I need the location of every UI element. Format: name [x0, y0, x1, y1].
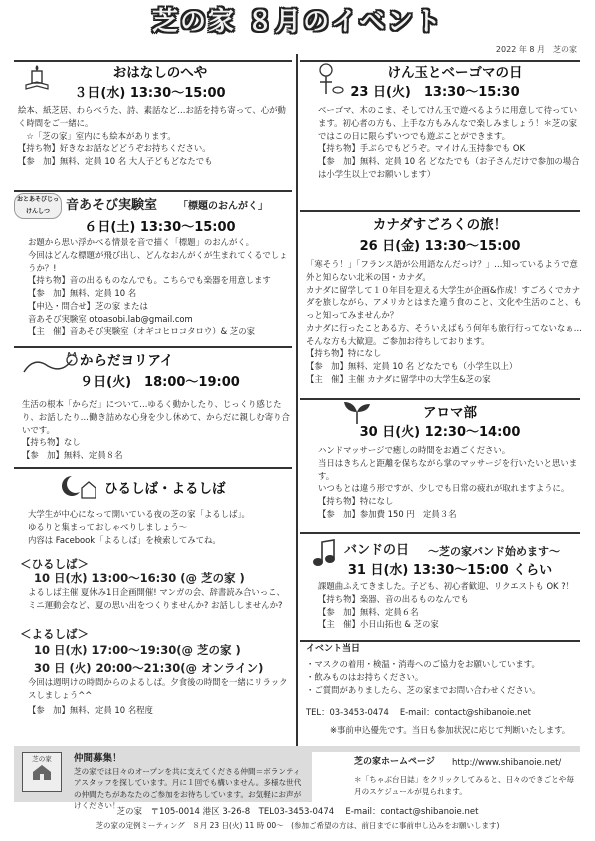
- notice-item: ・ご質問がありましたら、芝の家までお問い合わせください。: [306, 684, 541, 695]
- hirushiba-text: 大学生が中心になって開いている夜の芝の家「よるしば」。: [28, 509, 250, 519]
- yorushiba-join: 【参 加】無料、定員 10 名程度: [28, 705, 153, 715]
- kendama-title: けん玉とベーゴマの日: [387, 65, 523, 81]
- otoasobi-text: 【主 催】音あそび実験室（オギコヒロコタロウ）& 芝の家: [28, 326, 255, 337]
- karada-text: 生活の根本「からだ」について…ゆるく動かしたり、じっくり感じたり、お話したり…働き詰めな心身を少し休めて、からだに親しむ寄り合いです。: [22, 399, 290, 435]
- canada-text: カナダに留学して１０年目を迎える大学生が企画&作成！すごろくでカナダを旅しながら、アメリカとはまた違う食のこと、文化や生活のこと、もっと知ってみませんか？: [306, 284, 582, 321]
- otoasobi-text: 【参 加】無料、定員 10 名: [28, 288, 137, 299]
- canada-text: カナダに行ったことある方、そういえばもう何年も旅行行ってないなぁ…そんな方も大歓迎。ご参加お待ちしております。: [306, 322, 582, 346]
- kendama-text: 【参 加】無料、定員 10 名 どなたでも（お子さんだけで参加の場合は小学生以上でお願いします）: [318, 156, 580, 179]
- canada-text: 【参 加】無料、定員 10 名 どなたでも（小学生以上）: [306, 361, 518, 372]
- canada-text: 【持ち物】特になし: [306, 348, 382, 359]
- shibanoie-logo: [22, 752, 62, 792]
- canada-when: 26 日(金) 13:30～15:00: [359, 239, 521, 254]
- notice-title: イベント当日: [306, 644, 361, 654]
- cat-icon: [22, 352, 80, 374]
- notice-list: [306, 658, 582, 696]
- column-divider: [296, 54, 298, 749]
- otoasobi-text: 【申込・問合せ】芝の家 または: [28, 300, 148, 311]
- otoasobi-body: [28, 236, 290, 338]
- canada-text: 【主 催】主催 カナダに留学中の大学生&芝の家: [306, 373, 491, 384]
- ohanashi-text: 【参 加】無料、定員 10 名 大人子どもどなたでも: [18, 156, 213, 167]
- hirushiba-text: ゆるりと集まっておしゃべりしましょう～: [28, 521, 188, 532]
- homepage-link[interactable]: http://www.shibanoie.net/: [452, 758, 562, 768]
- karada-title: からだヨリアイ: [80, 353, 174, 369]
- divider: [300, 532, 580, 534]
- karada-text: 【持ち物】なし: [22, 437, 81, 448]
- divider: [300, 640, 580, 642]
- aroma-title: アロマ部: [423, 405, 477, 421]
- hirushiba-label: ＜ひるしば＞: [20, 557, 89, 571]
- otoasobi-text: 今回はどんな標題が飛び出し、どんなおんがくが生まれてくるでしょうか？!: [28, 249, 288, 273]
- hirushiba-intro: [28, 508, 290, 546]
- aroma-text: いつもとは違う形ですが、少しでも日常の疲れが取れますように。: [318, 483, 570, 494]
- band-title: バンドの日: [344, 543, 410, 558]
- band-text: 【参 加】無料、定員６名: [318, 606, 419, 617]
- otoasobi-logo: おとあそびじっけんしつ: [14, 193, 62, 219]
- divider: [14, 190, 292, 192]
- divider: [14, 346, 292, 348]
- notice-note: ※事前申込優先です。当日も参加状況に応じて判断いたします。: [330, 725, 571, 735]
- hirushiba-body: よるしば主催 夏休み1日企画開催! マンガの会、辞書読み合いっこ、ミニ運動会など、夏の思い出をつくりませんか? お話ししませんか?: [28, 587, 285, 610]
- homepage-title: 芝の家ホームページ: [354, 757, 435, 767]
- page-title: 芝の家 ８月のイベント: [151, 7, 444, 37]
- hirushiba-when: 10 日(水) 13:00～16:30 (@ 芝の家 ): [34, 571, 245, 585]
- ohanashi-text: 【持ち物】好きなお話などどうぞお持ちください。: [18, 143, 211, 154]
- yorushiba-label: ＜よるしば＞: [20, 627, 89, 641]
- hirushiba-title: ひるしば・よるしば: [104, 481, 226, 497]
- hirushiba-text: 内容は Facebook「よるしば」を検索してみてね。: [28, 534, 221, 545]
- yorushiba-when-2: 30 日 (火) 20:00～21:30(@ オンライン): [34, 661, 264, 675]
- yorushiba-when-1: 10 日(水) 17:00～19:30(@ 芝の家 ): [34, 643, 241, 657]
- aroma-text: 【参 加】参加費 150 円 定員３名: [318, 508, 457, 519]
- volunteer-body: 芝の家では日々のオープンを共に支えてくださる仲間＝ボランティアスタッフを探しています。月に１回でも構いません。多様な世代の仲間たちがあなたのご参加をお待ちしています。お気軽にお声がけください！: [74, 767, 302, 811]
- ohanashi-when: ３日(水) 13:30～15:00: [74, 86, 226, 101]
- canada-text: 「寒そう！」「フランス語が公用語なんだっけ？」…知っているようで意外と知らない北米の国・カナダ。: [306, 259, 578, 282]
- aroma-text: 【持ち物】特になし: [318, 496, 394, 507]
- otoasobi-tag: 「標題のおんがく」: [178, 201, 268, 212]
- ohanashi-title: おはなしのへや: [112, 65, 208, 81]
- notice-item: ・飲みものはお持ちください。: [306, 671, 424, 682]
- moon-house-icon: [60, 474, 96, 500]
- sprout-icon: [342, 400, 372, 424]
- yorushiba-body: 今回は週明けの時間からのよるしば。夕食後の時間を一緒にリラックスしましょう^^: [28, 677, 288, 700]
- otoasobi-text: 【持ち物】音の出るものなんでも。こちらでも楽器を用意します: [28, 275, 271, 286]
- notice-item: ・マスクの着用・検温・消毒へのご協力をお願いしています。: [306, 659, 540, 669]
- aroma-body: [318, 444, 580, 521]
- homepage-note: ＊「ちゃぶ台日誌」をクリックしてみると、日々のできごとや毎月のスケジュールが見られます。: [354, 775, 574, 796]
- notice-contact: TEL：03-3453-0474 E-mail：contact@shibanoie.net: [306, 707, 531, 717]
- band-text: 課題曲ふえてきました。子ども、初心者歓迎、リクエストも OK ?！: [318, 581, 575, 591]
- ohanashi-body: [18, 104, 290, 168]
- ohanashi-text: ☆「芝の家」室内にも絵本があります。: [18, 130, 176, 141]
- canada-body: [306, 258, 582, 386]
- divider: [14, 60, 292, 62]
- shibanoie-logo-text: 芝の家: [32, 755, 52, 763]
- canada-title: カナダすごろくの旅！: [372, 217, 508, 233]
- band-title-sub: ～芝の家バンド始めます～: [428, 545, 560, 558]
- kendama-text: 【持ち物】手ぶらでもどうぞ。マイけん玉持参でも OK: [318, 143, 525, 154]
- divider: [300, 210, 580, 212]
- band-when: 31 日(水) 13:30～15:00 くらい: [347, 563, 553, 578]
- kendama-body: [318, 104, 580, 181]
- otoasobi-text: お題から思い浮かべる情景を音で描く「標題」のおんがく。: [28, 237, 254, 247]
- otoasobi-when: ６日(土) 13:30～15:00: [84, 220, 236, 235]
- issue-date: 2022 年 8 月 芝の家: [495, 45, 577, 54]
- band-text: 【主 催】小日山拓也 & 芝の家: [318, 619, 439, 630]
- volunteer-title: 仲間募集！: [74, 753, 122, 764]
- ohanashi-text: 絵本、紙芝居、わらべうた、詩、素話など…お話を持ち寄って、心が動く時間をご一緒に。: [18, 105, 286, 128]
- divider: [14, 467, 292, 469]
- otoasobi-title: 音あそび実験室: [66, 198, 158, 213]
- house-icon: [31, 763, 53, 781]
- aroma-when: 30 日(火) 12:30～14:00: [359, 425, 521, 440]
- karada-when: ９日(火) 18:00～19:00: [80, 375, 240, 390]
- band-body: [318, 580, 580, 631]
- kendama-when: 23 日(火) 13:30～15:30: [350, 85, 520, 100]
- karada-body: [22, 398, 290, 462]
- band-text: 【持ち物】楽器、音の出るものなんでも: [318, 593, 469, 604]
- footer-address: 芝の家 〒105-0014 港区 3-26-8 TEL03-3453-0474 E-mail：contact@shibanoie.net: [116, 807, 479, 817]
- footer-meeting: 芝の家の定例ミーティング ８月 23 日(火) 11 時 00～ (参加ご希望の方は、前日までに事前申し込みをお願いします): [95, 821, 500, 830]
- otoasobi-text: 音あそび実験室 otoasobi.lab@gmail.com: [28, 313, 193, 324]
- aroma-text: 当日はきちんと距離を保ちながら掌のマッサージを行いたいと思います。: [318, 457, 578, 481]
- kendama-text: ベーゴマ、木のこま、そしてけん玉で遊べるように用意して待っています。初心者の方も、上手な方もみんなで楽しみましょう！＊芝の家ではこの日に限らずいつでも遊ぶことができます。: [318, 105, 578, 141]
- karada-text: 【参 加】無料、定員８名: [22, 450, 123, 461]
- aroma-text: ハンドマッサージで癒しの時間をお過ごください。: [318, 445, 511, 455]
